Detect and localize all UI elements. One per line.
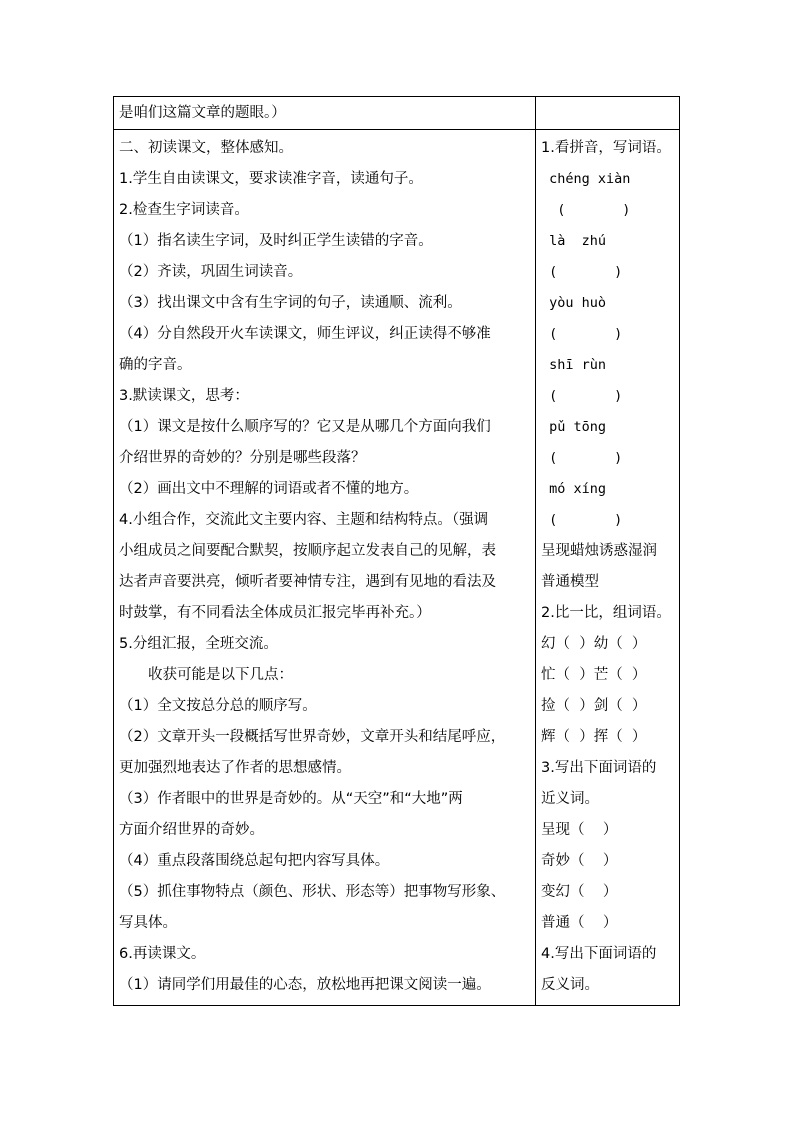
lesson-line: （1）课文是按什么顺序写的？它又是从哪几个方面向我们 [119, 419, 491, 435]
exercise-line: 1.看拼音，写词语。 [541, 140, 671, 156]
lesson-line: （3）作者眼中的世界是奇妙的。从“天空”和“大地”两 [119, 791, 463, 807]
exercise-line: ( ) [541, 202, 631, 218]
lesson-line: （2）文章开头一段概括写世界奇妙，文章开头和结尾呼应， [119, 729, 506, 745]
exercise-line: 4.写出下面词语的 [541, 946, 657, 962]
lesson-line: 介绍世界的奇妙的？分别是哪些段落？ [119, 450, 366, 466]
exercise-line: 普通模型 [541, 574, 599, 590]
exercise-line: ( ) [541, 450, 623, 466]
exercise-line: 呈现蜡烛诱惑湿润 [541, 543, 657, 559]
lesson-line: （1）请同学们用最佳的心态，放松地再把课文阅读一遍。 [119, 977, 491, 993]
lesson-line: 2.检查生字词读音。 [119, 202, 249, 218]
lesson-line: （1）全文按总分总的顺序写。 [119, 698, 317, 714]
exercise-line: 奇妙（ ） [541, 853, 618, 869]
lesson-line: （1）指名读生字词，及时纠正学生读错的字音。 [119, 233, 433, 249]
lesson-line: 1.学生自由读课文，要求读准字音，读通句子。 [119, 171, 423, 187]
lesson-line: （5）抓住事物特点（颜色、形状、形态等）把事物写形象、 [119, 884, 506, 900]
lesson-line: 更加强烈地表达了作者的思想感情。 [119, 760, 351, 776]
lesson-line: 6.再读课文。 [119, 946, 206, 962]
lesson-line: （4）重点段落围绕总起句把内容写具体。 [119, 853, 390, 869]
exercise-line: ( ) [541, 512, 623, 528]
exercise-line: pǔ tōng [541, 419, 607, 435]
exercise-line: mó xíng [541, 481, 607, 497]
exercise-line: 辉（ ）挥（ ） [541, 729, 647, 745]
lesson-line: 3.默读课文，思考： [119, 388, 249, 404]
exercise-line: 近义词。 [541, 791, 599, 807]
exercise-line: chéng xiàn [541, 171, 631, 187]
lesson-line: 达者声音要洪亮，倾听者要神情专注，遇到有见地的看法及 [119, 574, 496, 590]
lesson-line: 方面介绍世界的奇妙。 [119, 822, 264, 838]
exercise-line: 变幻（ ） [541, 884, 618, 900]
row-divider [113, 129, 680, 130]
exercise-line: shī rùn [541, 357, 607, 373]
lesson-line: （3）找出课文中含有生字词的句子，读通顺、流利。 [119, 295, 462, 311]
row1-left-text: 是咱们这篇文章的题眼。） [119, 105, 286, 121]
exercise-line: 2.比一比，组词语。 [541, 605, 671, 621]
exercise-line: 幻（ ）幼（ ） [541, 636, 647, 652]
exercise-line: 捡（ ）剑（ ） [541, 698, 647, 714]
exercise-line: 3.写出下面词语的 [541, 760, 657, 776]
lesson-line: （2）画出文中不理解的词语或者不懂的地方。 [119, 481, 419, 497]
lesson-line: 4.小组合作，交流此文主要内容、主题和结构特点。（强调 [119, 512, 489, 528]
lesson-line: 5.分组汇报，全班交流。 [119, 636, 278, 652]
exercise-line: ( ) [541, 326, 623, 342]
lesson-line: （4）分自然段开火车读课文，师生评议，纠正读得不够准 [119, 326, 491, 342]
exercise-line: 忙（ ）芒（ ） [541, 667, 647, 683]
exercise-line: 普通（ ） [541, 915, 618, 931]
lesson-line: 写具体。 [119, 915, 177, 931]
lesson-line: 小组成员之间要配合默契，按顺序起立发表自己的见解，表 [119, 543, 496, 559]
exercise-line: yòu huò [541, 295, 607, 311]
exercise-line: 反义词。 [541, 977, 599, 993]
lesson-line: （2）齐读，巩固生词读音。 [119, 264, 303, 280]
lesson-line: 收获可能是以下几点： [119, 667, 293, 683]
exercise-line: 呈现（ ） [541, 822, 618, 838]
lesson-line: 时鼓掌，有不同看法全体成员汇报完毕再补充。） [119, 605, 431, 621]
exercise-line: là zhú [541, 233, 607, 249]
exercise-line: ( ) [541, 388, 623, 404]
lesson-line: 二、初读课文，整体感知。 [119, 140, 293, 156]
lesson-line: 确的字音。 [119, 357, 192, 373]
column-divider [535, 96, 536, 1006]
exercise-line: ( ) [541, 264, 623, 280]
